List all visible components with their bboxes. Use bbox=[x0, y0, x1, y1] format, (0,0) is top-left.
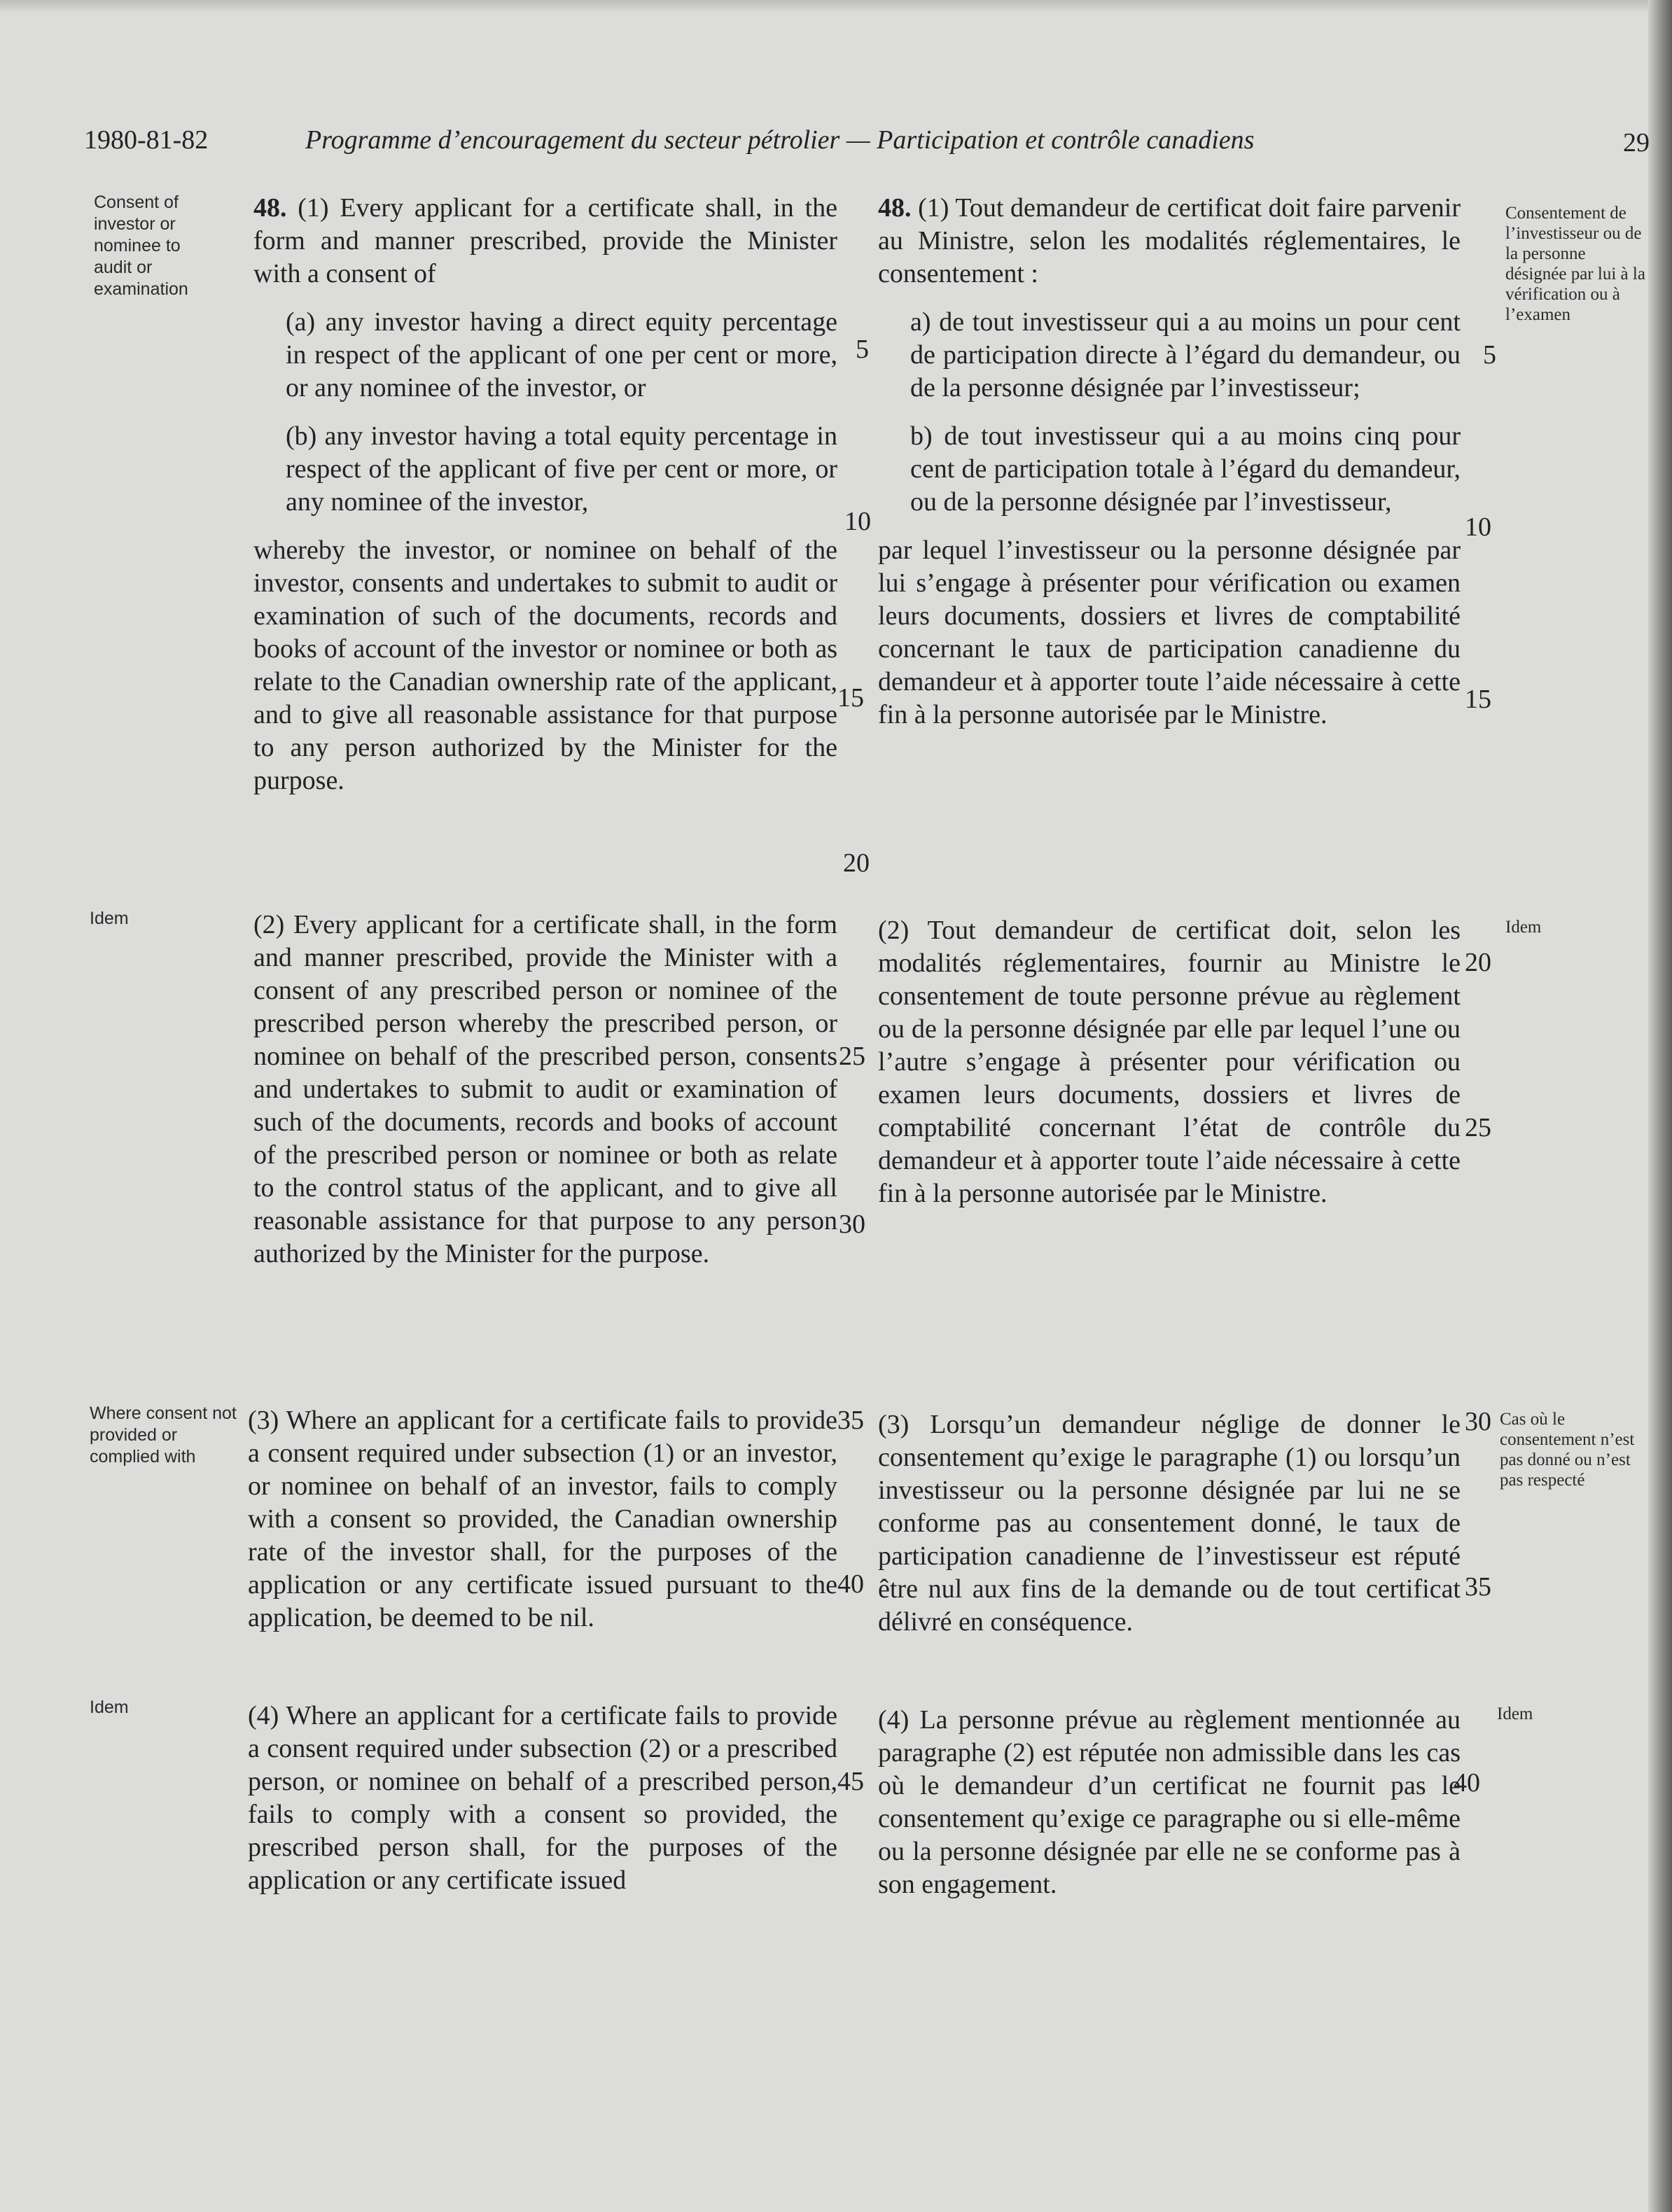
en-s48-1-intro-text: (1) Every applicant for a certificate shall, in the form and manner prescribed, provide the Minister with a consent of bbox=[253, 193, 837, 288]
line-number: 40 bbox=[1454, 1768, 1480, 1798]
en-s48-1-b: (b) any investor having a total equity percentage in respect of the applicant of five per cent or more, or any nominee of the investor, bbox=[286, 421, 837, 517]
line-number: 20 bbox=[1465, 948, 1491, 977]
en-s48-4: (4) Where an applicant for a certificate fails to provide a consent required under subsection (2) or a prescribed person, or nominee on behalf of a prescribed person, fails to comply with a consent so provided, the prescribed person shall, for the purposes of the application or any certificate issued bbox=[248, 1701, 837, 1895]
page-top-shadow bbox=[0, 0, 1672, 14]
fr-section-number: 48. bbox=[878, 193, 912, 223]
fr-s48-2: (2) Tout demandeur de certificat doit, selon les modalités réglementaires, fournir au Ministre le consentement de toute personne prévue au règlement ou de la personne désignée par elle par lequel l’une ou l’autre s’engage à présenter pour vérification ou examen leurs documents, dossiers et livres de comptabilité concernant l’état de contrôle du demandeur et à apporter toute l’aide nécessaire à cette fin à la personne autorisée par le Ministre. bbox=[878, 916, 1461, 1208]
margin-note-en-idem-2: Idem bbox=[90, 1698, 129, 1717]
fr-s48-1-b: b) de tout investisseur qui a au moins cinq pour cent de participation totale à l’égard du demandeur, ou de la personne désignée par l’investisseur, bbox=[910, 421, 1461, 517]
margin-note-fr-idem-2: Idem bbox=[1497, 1704, 1533, 1723]
en-s48-1-a: (a) any investor having a direct equity percentage in respect of the applicant of one per cent or more, or any nominee of the investor, or bbox=[286, 307, 837, 402]
line-number: 5 bbox=[856, 335, 869, 364]
margin-note-en-idem-1: Idem bbox=[90, 909, 129, 928]
line-number: 45 bbox=[837, 1767, 864, 1796]
en-s48-1-intro bbox=[253, 192, 837, 290]
en-s48-2: (2) Every applicant for a certificate shall, in the form and manner prescribed, provide the Minister with a consent of any prescribed person or nominee of the prescribed person whereby the prescribed person, or nominee on behalf of the prescribed person, consents and undertakes to submit to audit or examination of such of the documents, records and books of account of the prescribed person or nominee or both as relate to the control status of the applicant, and to give all reasonable assistance for that purpose to any person authorized by the Minister for the purpose. bbox=[253, 910, 837, 1268]
margin-note-fr-cas: Cas où le consentement n’est pas donné ou n’est pas respecté bbox=[1500, 1410, 1635, 1490]
fr-s48-1-intro-text: (1) Tout demandeur de certificat doit faire parvenir au Ministre, selon les modalités réglementaires, le consentement : bbox=[878, 193, 1461, 288]
english-column-s48-1 bbox=[253, 192, 837, 797]
line-number: 30 bbox=[839, 1210, 865, 1239]
fr-s48-3: (3) Lorsqu’un demandeur néglige de donner le consentement qu’exige le paragraphe (1) ou lorsqu’un investisseur ou la personne désignée par lui ne se conforme pas au consentement donné, le taux de participation canadienne de l’investisseur est réputé être nul aux fins de la demande ou de tout certificat délivré en conséquence. bbox=[878, 1410, 1461, 1637]
fr-s48-1-a: a) de tout investisseur qui a au moins un pour cent de participation directe à l’égard du demandeur, ou de la personne désignée par l’investisseur; bbox=[910, 307, 1461, 402]
line-number: 15 bbox=[837, 683, 864, 713]
line-number: 25 bbox=[839, 1042, 865, 1071]
fr-s48-1-intro bbox=[878, 192, 1461, 290]
page-number: 29 bbox=[1623, 128, 1650, 158]
line-number: 30 bbox=[1465, 1407, 1491, 1436]
french-column-s48-1 bbox=[878, 192, 1461, 732]
header-year: 1980-81-82 bbox=[84, 125, 209, 155]
line-number: 40 bbox=[837, 1569, 864, 1599]
margin-note-fr-consentement: Consentement de l’investisseur ou de la personne désignée par lui à la vérification ou à l’examen bbox=[1505, 204, 1645, 324]
en-s48-3: (3) Where an applicant for a certificate fails to provide a consent required under subsection (1) or an investor, or nominee on behalf of an investor, fails to comply with a consent so provided, the Canadian ownership rate of the investor shall, for the purposes of the application or any certificate issued pursuant to the application, be deemed to be nil. bbox=[248, 1406, 837, 1632]
line-number: 10 bbox=[844, 507, 871, 536]
line-number: 5 bbox=[1483, 340, 1496, 370]
en-section-number: 48. bbox=[253, 193, 287, 223]
line-number: 35 bbox=[1465, 1572, 1491, 1602]
margin-note-fr-idem-1: Idem bbox=[1505, 918, 1542, 937]
line-number: 20 bbox=[843, 848, 870, 878]
header-title: Programme d’encouragement du secteur pétrolier — Participation et contrôle canadiens bbox=[305, 125, 1255, 155]
line-number: 25 bbox=[1465, 1113, 1491, 1142]
margin-note-en-consent: Consent of investor or nominee to audit or examination bbox=[94, 192, 188, 299]
fr-s48-1-close: par lequel l’investisseur ou la personne désignée par lui s’engage à présenter pour vérification ou examen leurs documents, dossiers et livres de comptabilité concernant le taux de participation canadienne du demandeur et à apporter toute l’aide nécessaire à cette fin à la personne autorisée par le Ministre. bbox=[878, 536, 1461, 729]
margin-note-en-not-provided: Where consent not provided or complied with bbox=[90, 1404, 237, 1466]
line-number: 10 bbox=[1465, 512, 1491, 542]
en-s48-1-close: whereby the investor, or nominee on behalf of the investor, consents and undertakes to submit to audit or examination of such of the documents, records and books of account of the investor or nominee or both as relate to the Canadian ownership rate of the applicant, and to give all reasonable assistance for that purpose to any person authorized by the Minister for the purpose. bbox=[253, 536, 837, 795]
line-number: 15 bbox=[1465, 685, 1491, 714]
fr-s48-4: (4) La personne prévue au règlement mentionnée au paragraphe (2) est réputée non admissible dans les cas où le demandeur d’un certificat ne fournit pas le consentement qu’exige ce paragraphe ou si elle-même ou la personne désignée par elle ne se conforme pas à son engagement. bbox=[878, 1705, 1461, 1899]
page-edge-shadow bbox=[1648, 0, 1672, 2212]
line-number: 35 bbox=[837, 1406, 864, 1435]
